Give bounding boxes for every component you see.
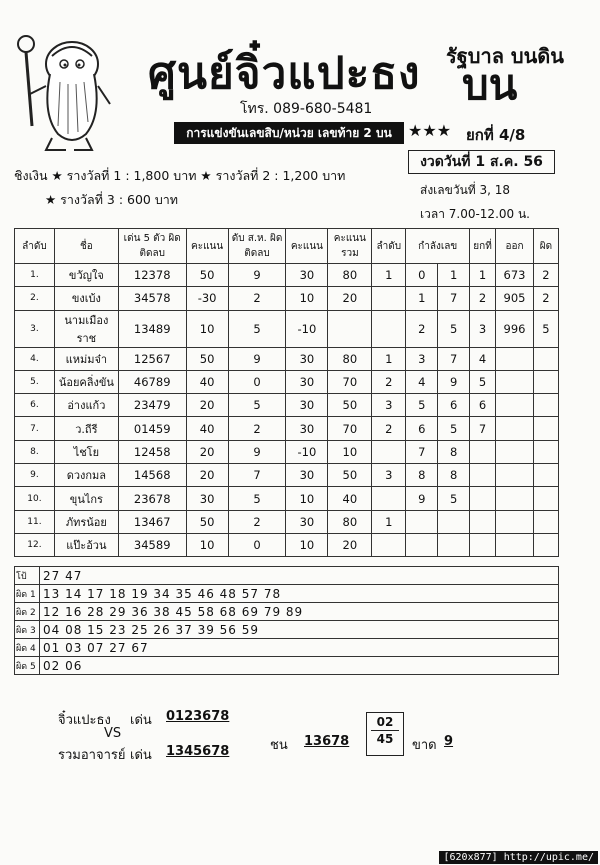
cell-p2: 6	[438, 394, 470, 417]
cell-miss	[533, 417, 558, 440]
cell-round: 5	[470, 370, 496, 393]
cell-rank: 1	[372, 347, 406, 370]
star-icon: ★★★	[408, 121, 452, 140]
cell-main5: 13489	[118, 310, 186, 347]
cell-main5: 12458	[118, 440, 186, 463]
cell-miss	[533, 394, 558, 417]
competition-banner: การแข่งขันเลขสิบ/หน่วย เลขท้าย 2 บน	[174, 122, 404, 144]
cell-name: น้อยคลิ่งขัน	[54, 370, 118, 393]
cell-round	[470, 533, 496, 556]
cell-miss	[533, 464, 558, 487]
cell-no: 9.	[15, 464, 55, 487]
cell-dab: 9	[228, 264, 286, 287]
col-header-round: ยกที่	[470, 229, 496, 264]
cell-p1: 6	[406, 417, 438, 440]
cell-total: 70	[328, 417, 372, 440]
mascot-illustration	[12, 34, 120, 152]
cell-p2: 1	[438, 264, 470, 287]
result-label: ผิด 5	[15, 657, 40, 675]
cell-out: 905	[496, 287, 534, 310]
lottery-type: บน	[462, 60, 518, 109]
cell-main5: 34589	[118, 533, 186, 556]
cell-rank: 1	[372, 510, 406, 533]
player1-play-label: เด่น	[130, 713, 152, 728]
col-header-miss: ผิด	[533, 229, 558, 264]
cell-dab: 7	[228, 464, 286, 487]
cell-dab: 2	[228, 287, 286, 310]
score-box-bottom: 45	[376, 732, 394, 746]
submit-date: ส่งเลขวันที่ 3, 18	[420, 183, 511, 197]
cell-p2	[438, 510, 470, 533]
table-row	[15, 417, 559, 440]
submit-time: เวลา 7.00-12.00 น.	[420, 207, 530, 221]
cell-no: 12.	[15, 533, 55, 556]
cell-total: 20	[328, 533, 372, 556]
cell-main5: 23678	[118, 487, 186, 510]
results-table	[14, 566, 559, 675]
cell-s1: 10	[186, 310, 228, 347]
cell-round: 6	[470, 394, 496, 417]
cell-s1: 30	[186, 487, 228, 510]
cell-out: 996	[496, 310, 534, 347]
col-header-dab: ดับ ส.ห. ผิดติดลบ	[228, 229, 286, 264]
cell-p2: 7	[438, 347, 470, 370]
cell-main5: 23479	[118, 394, 186, 417]
player2-name: รวมอาจารย์	[58, 748, 126, 763]
cell-no: 5.	[15, 370, 55, 393]
cell-p1: 1	[406, 287, 438, 310]
cell-miss: 2	[533, 287, 558, 310]
cell-p2: 7	[438, 287, 470, 310]
cell-p2: 8	[438, 440, 470, 463]
page-title: ศูนย์จิ๋วแปะธง	[148, 48, 421, 99]
cell-main5: 14568	[118, 464, 186, 487]
cell-miss	[533, 440, 558, 463]
lack-value: 9	[444, 734, 454, 749]
cell-miss: 2	[533, 264, 558, 287]
col-header-name: ชื่อ	[54, 229, 118, 264]
results-table-body	[15, 567, 559, 675]
cell-no: 2.	[15, 287, 55, 310]
cell-out	[496, 487, 534, 510]
result-values: 13 14 17 18 19 34 35 46 48 57 78	[40, 585, 559, 603]
col-header-main5: เด่น 5 ตัว ผิดติดลบ	[118, 229, 186, 264]
cell-p1: 5	[406, 394, 438, 417]
result-label: ผิด 1	[15, 585, 40, 603]
cell-no: 3.	[15, 310, 55, 347]
cell-name: ขวัญใจ	[54, 264, 118, 287]
cell-s2: 30	[286, 264, 328, 287]
cell-p1: 2	[406, 310, 438, 347]
cell-total: 80	[328, 510, 372, 533]
cell-miss	[533, 370, 558, 393]
cell-round: 7	[470, 417, 496, 440]
lack-label: ขาด	[412, 738, 437, 753]
result-values: 04 08 15 23 25 26 37 39 56 59	[40, 621, 559, 639]
result-values: 01 03 07 27 67	[40, 639, 559, 657]
cell-no: 8.	[15, 440, 55, 463]
cell-name: ขงเบ้ง	[54, 287, 118, 310]
cell-dab: 9	[228, 440, 286, 463]
cell-s2: 30	[286, 510, 328, 533]
cell-main5: 12567	[118, 347, 186, 370]
cell-p1: 4	[406, 370, 438, 393]
cell-s2: 30	[286, 347, 328, 370]
cell-out	[496, 464, 534, 487]
cell-p1: 7	[406, 440, 438, 463]
cell-s1: 50	[186, 347, 228, 370]
cell-out	[496, 440, 534, 463]
cell-name: ว.ถีรี	[54, 417, 118, 440]
cell-rank: 2	[372, 370, 406, 393]
cell-out	[496, 370, 534, 393]
cell-s1: 50	[186, 264, 228, 287]
result-row	[15, 567, 559, 585]
cell-dab: 9	[228, 347, 286, 370]
cell-name: อ่างแก้ว	[54, 394, 118, 417]
result-values: 12 16 28 29 36 38 45 58 68 69 79 89	[40, 603, 559, 621]
cell-total: 70	[328, 370, 372, 393]
cell-s2: 10	[286, 487, 328, 510]
cell-total: 20	[328, 287, 372, 310]
cell-total: 40	[328, 487, 372, 510]
table-row	[15, 287, 559, 310]
prize-line-1: ชิงเงิน ★ รางวัลที่ 1 : 1,800 บาท ★ รางวัลที่ 2 : 1,200 บาท	[14, 168, 346, 183]
cell-miss	[533, 510, 558, 533]
cell-rank: 3	[372, 394, 406, 417]
cell-dab: 5	[228, 394, 286, 417]
cell-p1	[406, 533, 438, 556]
cell-out	[496, 510, 534, 533]
cell-s2: 30	[286, 464, 328, 487]
cell-round	[470, 487, 496, 510]
col-header-total: คะแนน รวม	[328, 229, 372, 264]
cell-name: นามเมืองราช	[54, 310, 118, 347]
score-box	[366, 712, 404, 756]
cell-s1: 20	[186, 464, 228, 487]
cell-s2: 10	[286, 287, 328, 310]
cell-round: 4	[470, 347, 496, 370]
cell-s1: -30	[186, 287, 228, 310]
col-header-score1: คะแนน	[186, 229, 228, 264]
col-header-power: กำลังเลข	[406, 229, 470, 264]
watermark: [620x877] http://upic.me/	[439, 851, 598, 864]
cell-out	[496, 417, 534, 440]
score-box-top: 02	[371, 715, 399, 731]
result-row	[15, 603, 559, 621]
result-label: ผิด 2	[15, 603, 40, 621]
result-label: ผิด 3	[15, 621, 40, 639]
table-row	[15, 347, 559, 370]
cell-s2: 30	[286, 394, 328, 417]
result-row	[15, 639, 559, 657]
cell-dab: 0	[228, 533, 286, 556]
cell-name: แป๊ะอ้วน	[54, 533, 118, 556]
win-label: ชน	[270, 738, 288, 753]
cell-s1: 40	[186, 370, 228, 393]
score-table-body	[15, 264, 559, 557]
cell-s2: 30	[286, 417, 328, 440]
result-row	[15, 585, 559, 603]
cell-p2: 5	[438, 417, 470, 440]
cell-no: 10.	[15, 487, 55, 510]
table-row	[15, 264, 559, 287]
cell-no: 4.	[15, 347, 55, 370]
col-header-out: ออก	[496, 229, 534, 264]
cell-main5: 01459	[118, 417, 186, 440]
cell-p1: 8	[406, 464, 438, 487]
cell-miss: 5	[533, 310, 558, 347]
cell-total: 50	[328, 464, 372, 487]
cell-out	[496, 533, 534, 556]
table-row	[15, 533, 559, 556]
cell-out	[496, 394, 534, 417]
table-header-row	[15, 229, 559, 264]
result-values: 27 47	[40, 567, 559, 585]
cell-main5: 34578	[118, 287, 186, 310]
cell-dab: 5	[228, 310, 286, 347]
cell-main5: 13467	[118, 510, 186, 533]
cell-out	[496, 347, 534, 370]
cell-round: 2	[470, 287, 496, 310]
cell-no: 1.	[15, 264, 55, 287]
cell-rank	[372, 487, 406, 510]
cell-p2	[438, 533, 470, 556]
result-values: 02 06	[40, 657, 559, 675]
player1-name: จิ๋วแปะธง	[58, 713, 111, 728]
cell-name: ไชโย	[54, 440, 118, 463]
player2-pick: 1345678	[166, 744, 230, 759]
cell-p2: 5	[438, 487, 470, 510]
cell-name: ดวงกมล	[54, 464, 118, 487]
cell-p1: 3	[406, 347, 438, 370]
cell-total: 10	[328, 440, 372, 463]
cell-s1: 40	[186, 417, 228, 440]
cell-total	[328, 310, 372, 347]
table-row	[15, 440, 559, 463]
player1-pick: 0123678	[166, 709, 230, 724]
table-row	[15, 487, 559, 510]
result-row	[15, 621, 559, 639]
col-header-score2: คะแนน	[286, 229, 328, 264]
cell-name: ขุนไกร	[54, 487, 118, 510]
cell-name: แหม่มจ๋า	[54, 347, 118, 370]
cell-round: 3	[470, 310, 496, 347]
table-row	[15, 464, 559, 487]
cell-dab: 2	[228, 510, 286, 533]
cell-p2: 5	[438, 310, 470, 347]
cell-rank: 1	[372, 264, 406, 287]
cell-p2: 8	[438, 464, 470, 487]
cell-rank	[372, 287, 406, 310]
cell-s2: -10	[286, 440, 328, 463]
cell-main5: 12378	[118, 264, 186, 287]
col-header-rank: ลำดับ	[372, 229, 406, 264]
cell-round	[470, 464, 496, 487]
cell-no: 11.	[15, 510, 55, 533]
cell-rank: 3	[372, 464, 406, 487]
cell-total: 80	[328, 264, 372, 287]
cell-total: 80	[328, 347, 372, 370]
versus-label: VS	[104, 726, 122, 741]
cell-dab: 0	[228, 370, 286, 393]
cell-miss	[533, 533, 558, 556]
cell-miss	[533, 347, 558, 370]
cell-name: ภัทรน้อย	[54, 510, 118, 533]
cell-s2: -10	[286, 310, 328, 347]
round-label: ยกที่ 4/8	[466, 126, 526, 144]
cell-rank: 2	[372, 417, 406, 440]
cell-rank	[372, 533, 406, 556]
cell-round	[470, 510, 496, 533]
cell-dab: 2	[228, 417, 286, 440]
cell-p1: 0	[406, 264, 438, 287]
cell-no: 6.	[15, 394, 55, 417]
result-row	[15, 657, 559, 675]
table-row	[15, 510, 559, 533]
player2-play-label: เด่น	[130, 748, 152, 763]
score-table	[14, 228, 559, 557]
result-label: ผิด 4	[15, 639, 40, 657]
cell-miss	[533, 487, 558, 510]
table-row	[15, 370, 559, 393]
col-header-no: ลำดับ	[15, 229, 55, 264]
cell-no: 7.	[15, 417, 55, 440]
cell-s1: 20	[186, 394, 228, 417]
table-row	[15, 310, 559, 347]
prize-line-2: ★ รางวัลที่ 3 : 600 บาท	[45, 192, 179, 207]
cell-p2: 9	[438, 370, 470, 393]
cell-dab: 5	[228, 487, 286, 510]
result-label: โป้	[15, 567, 40, 585]
cell-round	[470, 440, 496, 463]
draw-date-box: งวดวันที่ 1 ส.ค. 56	[408, 150, 555, 174]
lottery-name: รัฐบาล บนดิน	[446, 44, 564, 68]
cell-rank	[372, 440, 406, 463]
cell-p1	[406, 510, 438, 533]
cell-main5: 46789	[118, 370, 186, 393]
phone-number: โทร. 089-680-5481	[240, 101, 373, 117]
cell-rank	[372, 310, 406, 347]
cell-out: 673	[496, 264, 534, 287]
cell-s2: 10	[286, 533, 328, 556]
cell-round: 1	[470, 264, 496, 287]
cell-s1: 20	[186, 440, 228, 463]
table-row	[15, 394, 559, 417]
cell-s2: 30	[286, 370, 328, 393]
cell-s1: 50	[186, 510, 228, 533]
cell-total: 50	[328, 394, 372, 417]
cell-p1: 9	[406, 487, 438, 510]
cell-s1: 10	[186, 533, 228, 556]
win-value: 13678	[304, 734, 350, 749]
